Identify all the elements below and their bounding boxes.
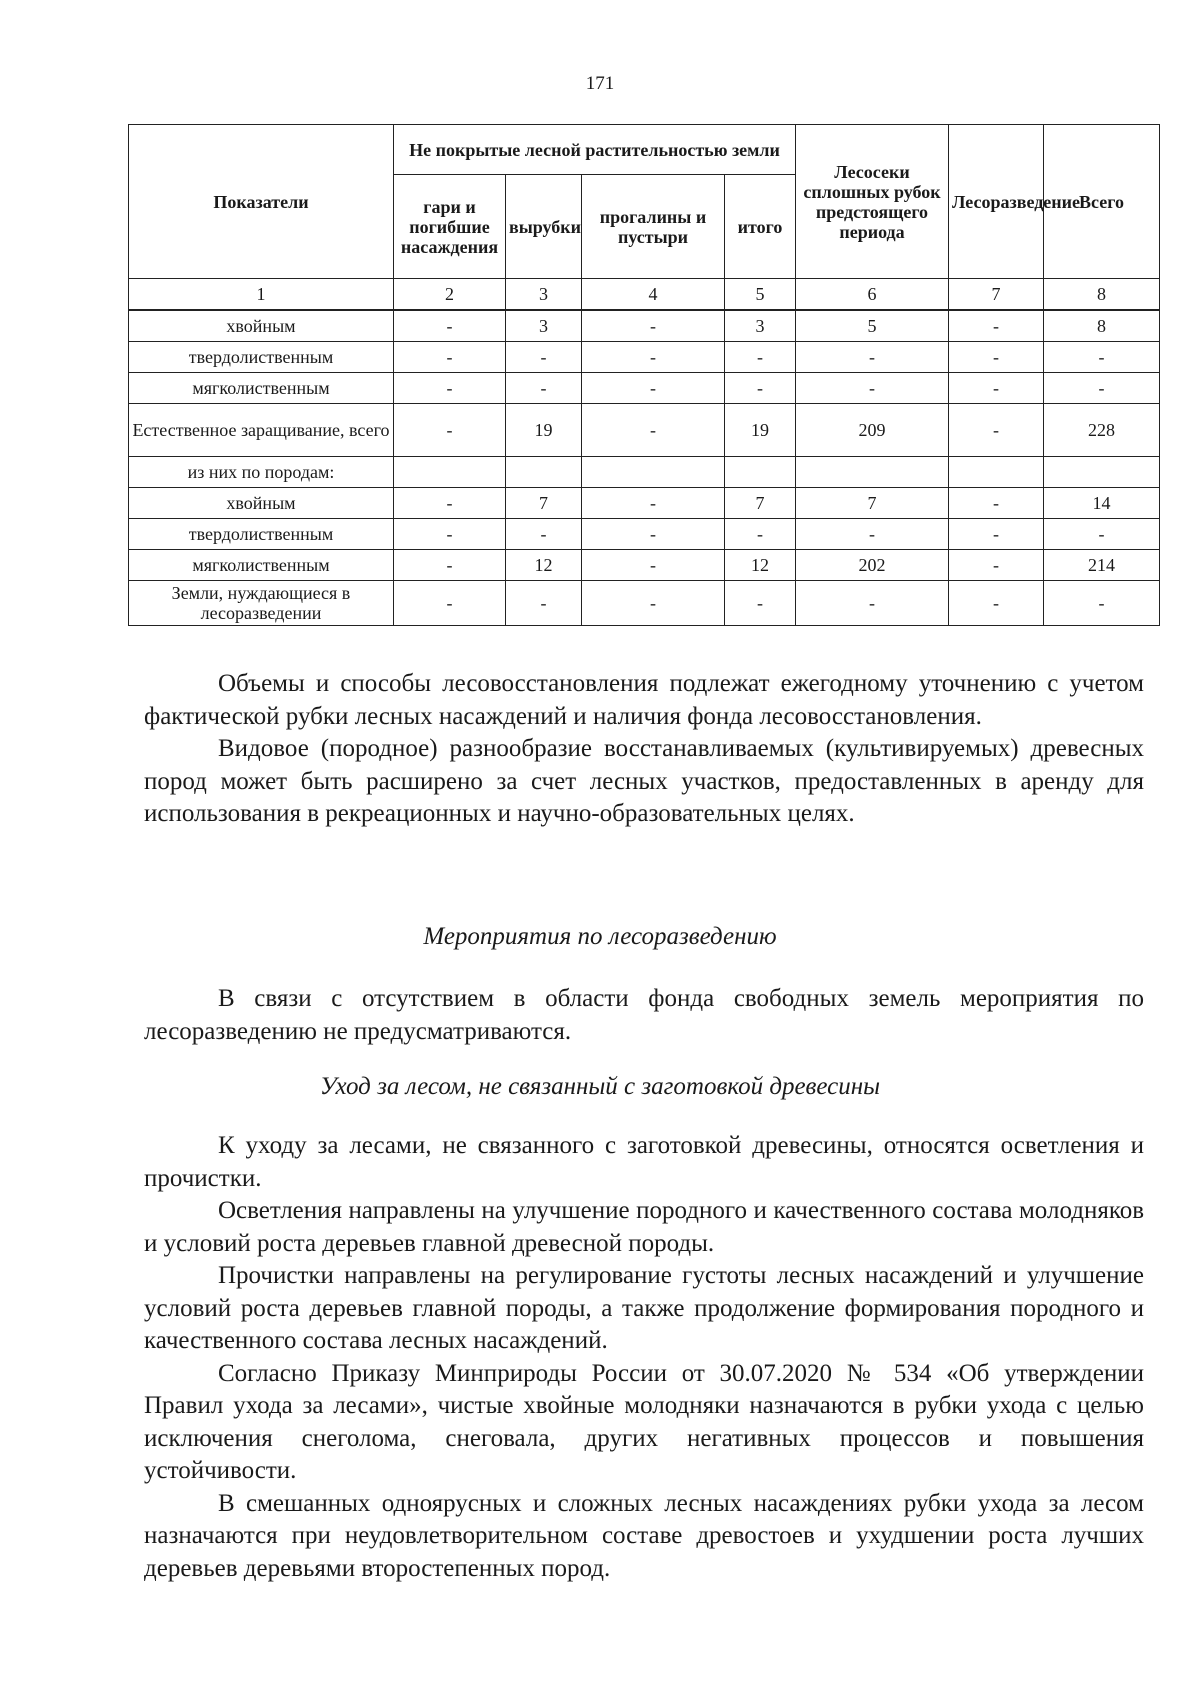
text-block-b [144,983,1144,1048]
table-cell: - [506,342,582,373]
row-label: твердолиственным [129,519,394,550]
paragraph: Видовое (породное) разнообразие восстанавливаемых (культивируемых) древесных пород может быть расширено за счет лесных участков, предоставленных в аренду для использования в рекреационных и научно-образовательных целях. [144,735,1144,827]
table-cell: 3 [506,311,582,342]
table-row [129,373,1160,404]
header-total: Всего [1044,125,1160,279]
table-cell: - [725,373,796,404]
column-numbers-row [129,279,1160,310]
table-row [129,519,1160,550]
table-cell: - [796,519,949,550]
table-cell: 14 [1044,488,1160,519]
table-cell: - [1044,373,1160,404]
paragraph: Согласно Приказу Минприроды России от 30.07.2020 № 534 «Об утверждении Правил ухода за лесами», чистые хвойные молодняки назначаются в рубки ухода с целью исключения снеголома, снеговала, других негативных процессов и повышения устойчивости. [144,1359,1144,1484]
table-cell: - [506,373,582,404]
row-label: хвойным [129,311,394,342]
column-number: 2 [394,279,506,310]
table-cell [582,457,725,488]
table-cell: - [394,488,506,519]
table-cell: - [949,311,1044,342]
table-cell: - [796,581,949,626]
table-cell: - [582,404,725,457]
column-number: 3 [506,279,582,310]
column-number: 7 [949,279,1044,310]
table-cell: - [949,404,1044,457]
table-cell: - [582,519,725,550]
paragraph: В смешанных одноярусных и сложных лесных насаждениях рубки ухода за лесом назначаются при неудовлетворительном составе древостоев и ухудшении роста лучших деревьев деревьями второстепенных пород. [144,1489,1144,1582]
table-cell: - [394,404,506,457]
table-row [129,581,1160,626]
table-cell: - [796,373,949,404]
header-glades: прогалины и пустыри [582,175,725,279]
header-burned: гари и погибшие насаждения [394,175,506,279]
row-label: хвойным [129,488,394,519]
column-number: 6 [796,279,949,310]
table-cell: - [725,581,796,626]
table-cell: 8 [1044,311,1160,342]
table-row [129,550,1160,581]
table-cell: - [582,550,725,581]
table-cell: - [582,373,725,404]
table-cell: - [1044,519,1160,550]
table-cell: - [582,581,725,626]
table-cell: 12 [506,550,582,581]
table-cell: - [582,311,725,342]
table-cell: - [506,581,582,626]
paragraph: Объемы и способы лесовосстановления подлежат ежегодному уточнению с учетом фактической рубки лесных насаждений и наличия фонда лесовосстановления. [144,670,1144,730]
table-cell: - [949,488,1044,519]
table-cell: - [725,519,796,550]
table-cell: - [394,550,506,581]
table-cell: 12 [725,550,796,581]
paragraph: В связи с отсутствием в области фонда свободных земель мероприятия по лесоразведению не предусматриваются. [144,985,1144,1045]
table-cell: 7 [796,488,949,519]
text-block-a [144,668,1144,831]
table-cell: - [1044,342,1160,373]
table-cell: 5 [796,311,949,342]
paragraph: Осветления направлены на улучшение породного и качественного состава молодняков и условий роста деревьев главной древесной породы. [144,1197,1144,1257]
table-cell: - [949,373,1044,404]
header-total-sub: итого [725,175,796,279]
table-cell [394,457,506,488]
heading-afforestation: Мероприятия по лесоразведению [423,923,777,950]
table-body [129,279,1160,626]
table-row [129,311,1160,342]
table-cell [725,457,796,488]
table-cell [1044,457,1160,488]
table-cell: 7 [506,488,582,519]
table-cell: - [394,342,506,373]
table-row [129,342,1160,373]
table-row [129,404,1160,457]
header-not-covered-group: Не покрытые лесной растительностью земли [394,125,796,175]
header-afforestation: Лесоразведение [949,125,1044,279]
header-indicators: Показатели [129,125,394,279]
table-cell: - [394,373,506,404]
table-cell: - [949,342,1044,373]
heading-forest-care: Уход за лесом, не связанный с заготовкой древесины [319,1073,881,1100]
table-cell: 3 [725,311,796,342]
row-label: из них по породам: [129,457,394,488]
table-cell: - [1044,581,1160,626]
table-cell: 19 [725,404,796,457]
table-cell: - [394,581,506,626]
table-cell: 19 [506,404,582,457]
table-cell: - [949,581,1044,626]
table-cell [506,457,582,488]
table-cell [796,457,949,488]
row-label: мягколиственным [129,373,394,404]
column-number: 4 [582,279,725,310]
text-block-c [144,1130,1144,1585]
forest-lands-table [128,124,1160,626]
table-cell: - [394,311,506,342]
column-number: 5 [725,279,796,310]
table-cell: 228 [1044,404,1160,457]
row-label: Земли, нуждающиеся в лесоразведении [129,581,394,626]
table-cell: - [394,519,506,550]
column-number: 1 [129,279,394,310]
table-cell: 214 [1044,550,1160,581]
page-number: 171 [585,73,615,94]
header-clearcut-areas: Лесосеки сплошных рубок предстоящего периода [796,125,949,279]
table-cell: - [582,342,725,373]
table-row [129,457,1160,488]
table-cell: - [582,488,725,519]
table-cell: 7 [725,488,796,519]
table-row [129,488,1160,519]
table-cell: - [949,550,1044,581]
row-label: Естественное заращивание, всего [129,404,394,457]
paragraph: Прочистки направлены на регулирование густоты лесных насаждений и улучшение условий роста деревьев главной породы, а также продолжение формирования породного и качественного состава лесных насаждений. [144,1262,1144,1354]
table-cell: - [949,519,1044,550]
table-cell [949,457,1044,488]
table-cell: - [725,342,796,373]
table-cell: - [506,519,582,550]
row-label: твердолиственным [129,342,394,373]
column-number: 8 [1044,279,1160,310]
row-label: мягколиственным [129,550,394,581]
table-cell: 209 [796,404,949,457]
table-cell: 202 [796,550,949,581]
table-cell: - [796,342,949,373]
paragraph: К уходу за лесами, не связанного с заготовкой древесины, относятся осветления и прочистки. [144,1132,1144,1192]
header-cutovers: вырубки [506,175,582,279]
